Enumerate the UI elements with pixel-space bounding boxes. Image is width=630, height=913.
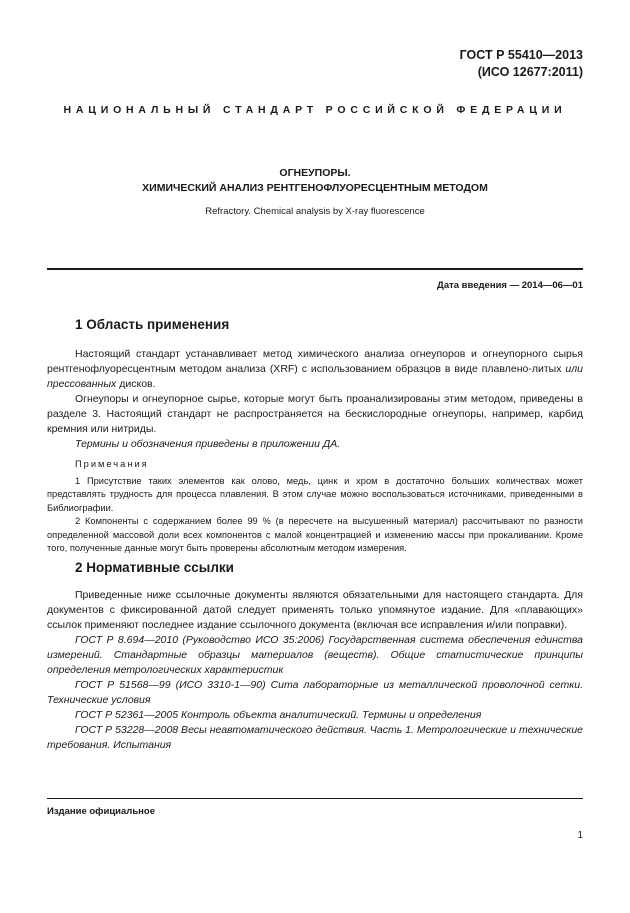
- p1-text-a: Настоящий стандарт устанавливает метод химического анализа огнеупоров и огнеупорного сырья рентгенофлуоресцентным методом анализа (XRF) с использованием образцов в виде плавлено-литых: [47, 348, 583, 375]
- reference-item: [47, 678, 583, 708]
- reference-text: ГОСТ Р 51568—99 (ИСО 3310-1—90) Сита лабораторные из металлической проволочной сетки. Технические условия: [47, 679, 583, 706]
- standard-title: [47, 166, 583, 217]
- title-line-1: ОГНЕУПОРЫ.: [279, 167, 351, 179]
- iso-number: (ИСО 12677:2011): [477, 65, 583, 79]
- section-2-paragraph-1: Приведенные ниже ссылочные документы являются обязательными для настоящего стандарта. Для документов с фиксированной датой следует применять только упомянутое издание. Для «плавающих» ссылок применяют последнее издание ссылочного документа (включая все исправления и/или поправки).: [47, 589, 583, 631]
- page-number: 1: [577, 830, 583, 841]
- p1-text-b: дисков.: [119, 378, 156, 390]
- notes-block: [47, 458, 583, 556]
- section-1-paragraph-2: Огнеупоры и огнеупорное сырье, которые могут быть проанализированы этим методом, приведены в разделе 3. Настоящий стандарт не распространяется на бескислородные огнеупоры, например, карбид кремния или нитриды.: [47, 393, 583, 435]
- note-2: 2 Компоненты с содержанием более 99 % (в пересчете на высушенный материал) рассчитывают по разности определенной массовой доли всех компонентов с малой концентрацией и изменению массы при прокаливании. Кроме того, полученные данные могут быть проверены абсолютным методом измерения.: [47, 516, 583, 553]
- section-1-title: 1 Область применения: [75, 317, 230, 332]
- title-english: Refractory. Chemical analysis by X-ray fluorescence: [205, 206, 425, 217]
- gost-number: ГОСТ Р 55410—2013: [459, 48, 583, 62]
- official-edition-label: Издание официальное: [47, 806, 155, 817]
- p1-pressed: прессованных: [47, 378, 117, 390]
- reference-text: ГОСТ Р 53228—2008 Весы неавтоматического действия. Часть 1. Метрологические и технические требования. Испытания: [47, 724, 583, 751]
- section-1-paragraph-1: [47, 347, 583, 392]
- p1-or: или: [565, 363, 583, 375]
- reference-text: ГОСТ Р 52361—2005 Контроль объекта аналитический. Термины и определения: [75, 709, 482, 721]
- note-1: 1 Присутствие таких элементов как олово, медь, цинк и хром в достаточно больших количествах может представлять трудность для процесса плавления. В этом случае можно воспользоваться источниками, приведенными в Библиографии.: [47, 475, 583, 513]
- national-standard-heading: НАЦИОНАЛЬНЫЙ СТАНДАРТ РОССИЙСКОЙ ФЕДЕРАЦИИ: [63, 104, 567, 116]
- reference-item: [47, 723, 583, 753]
- notes-header: Примечания: [75, 459, 149, 469]
- reference-item: [47, 633, 583, 678]
- section-1-paragraph-3: [47, 437, 583, 452]
- terms-reference: Термины и обозначения приведены в приложении ДА.: [75, 438, 341, 450]
- section-1-body: [47, 347, 583, 556]
- section-2-body: [47, 588, 583, 753]
- title-line-2: ХИМИЧЕСКИЙ АНАЛИЗ РЕНТГЕНОФЛУОРЕСЦЕНТНЫМ МЕТОДОМ: [142, 182, 488, 194]
- reference-text: ГОСТ Р 8.694—2010 (Руководство ИСО 35:2006) Государственная система обеспечения единства измерений. Стандартные образцы материалов (веществ). Общие статистические принципы определения метрологических характеристик: [47, 634, 583, 676]
- footer-divider: [47, 798, 583, 799]
- gost-identifier: [460, 47, 583, 81]
- title-divider: [47, 268, 583, 270]
- introduction-date: Дата введения — 2014—06—01: [437, 280, 583, 291]
- reference-item: [47, 708, 583, 723]
- section-2-title: 2 Нормативные ссылки: [75, 560, 234, 575]
